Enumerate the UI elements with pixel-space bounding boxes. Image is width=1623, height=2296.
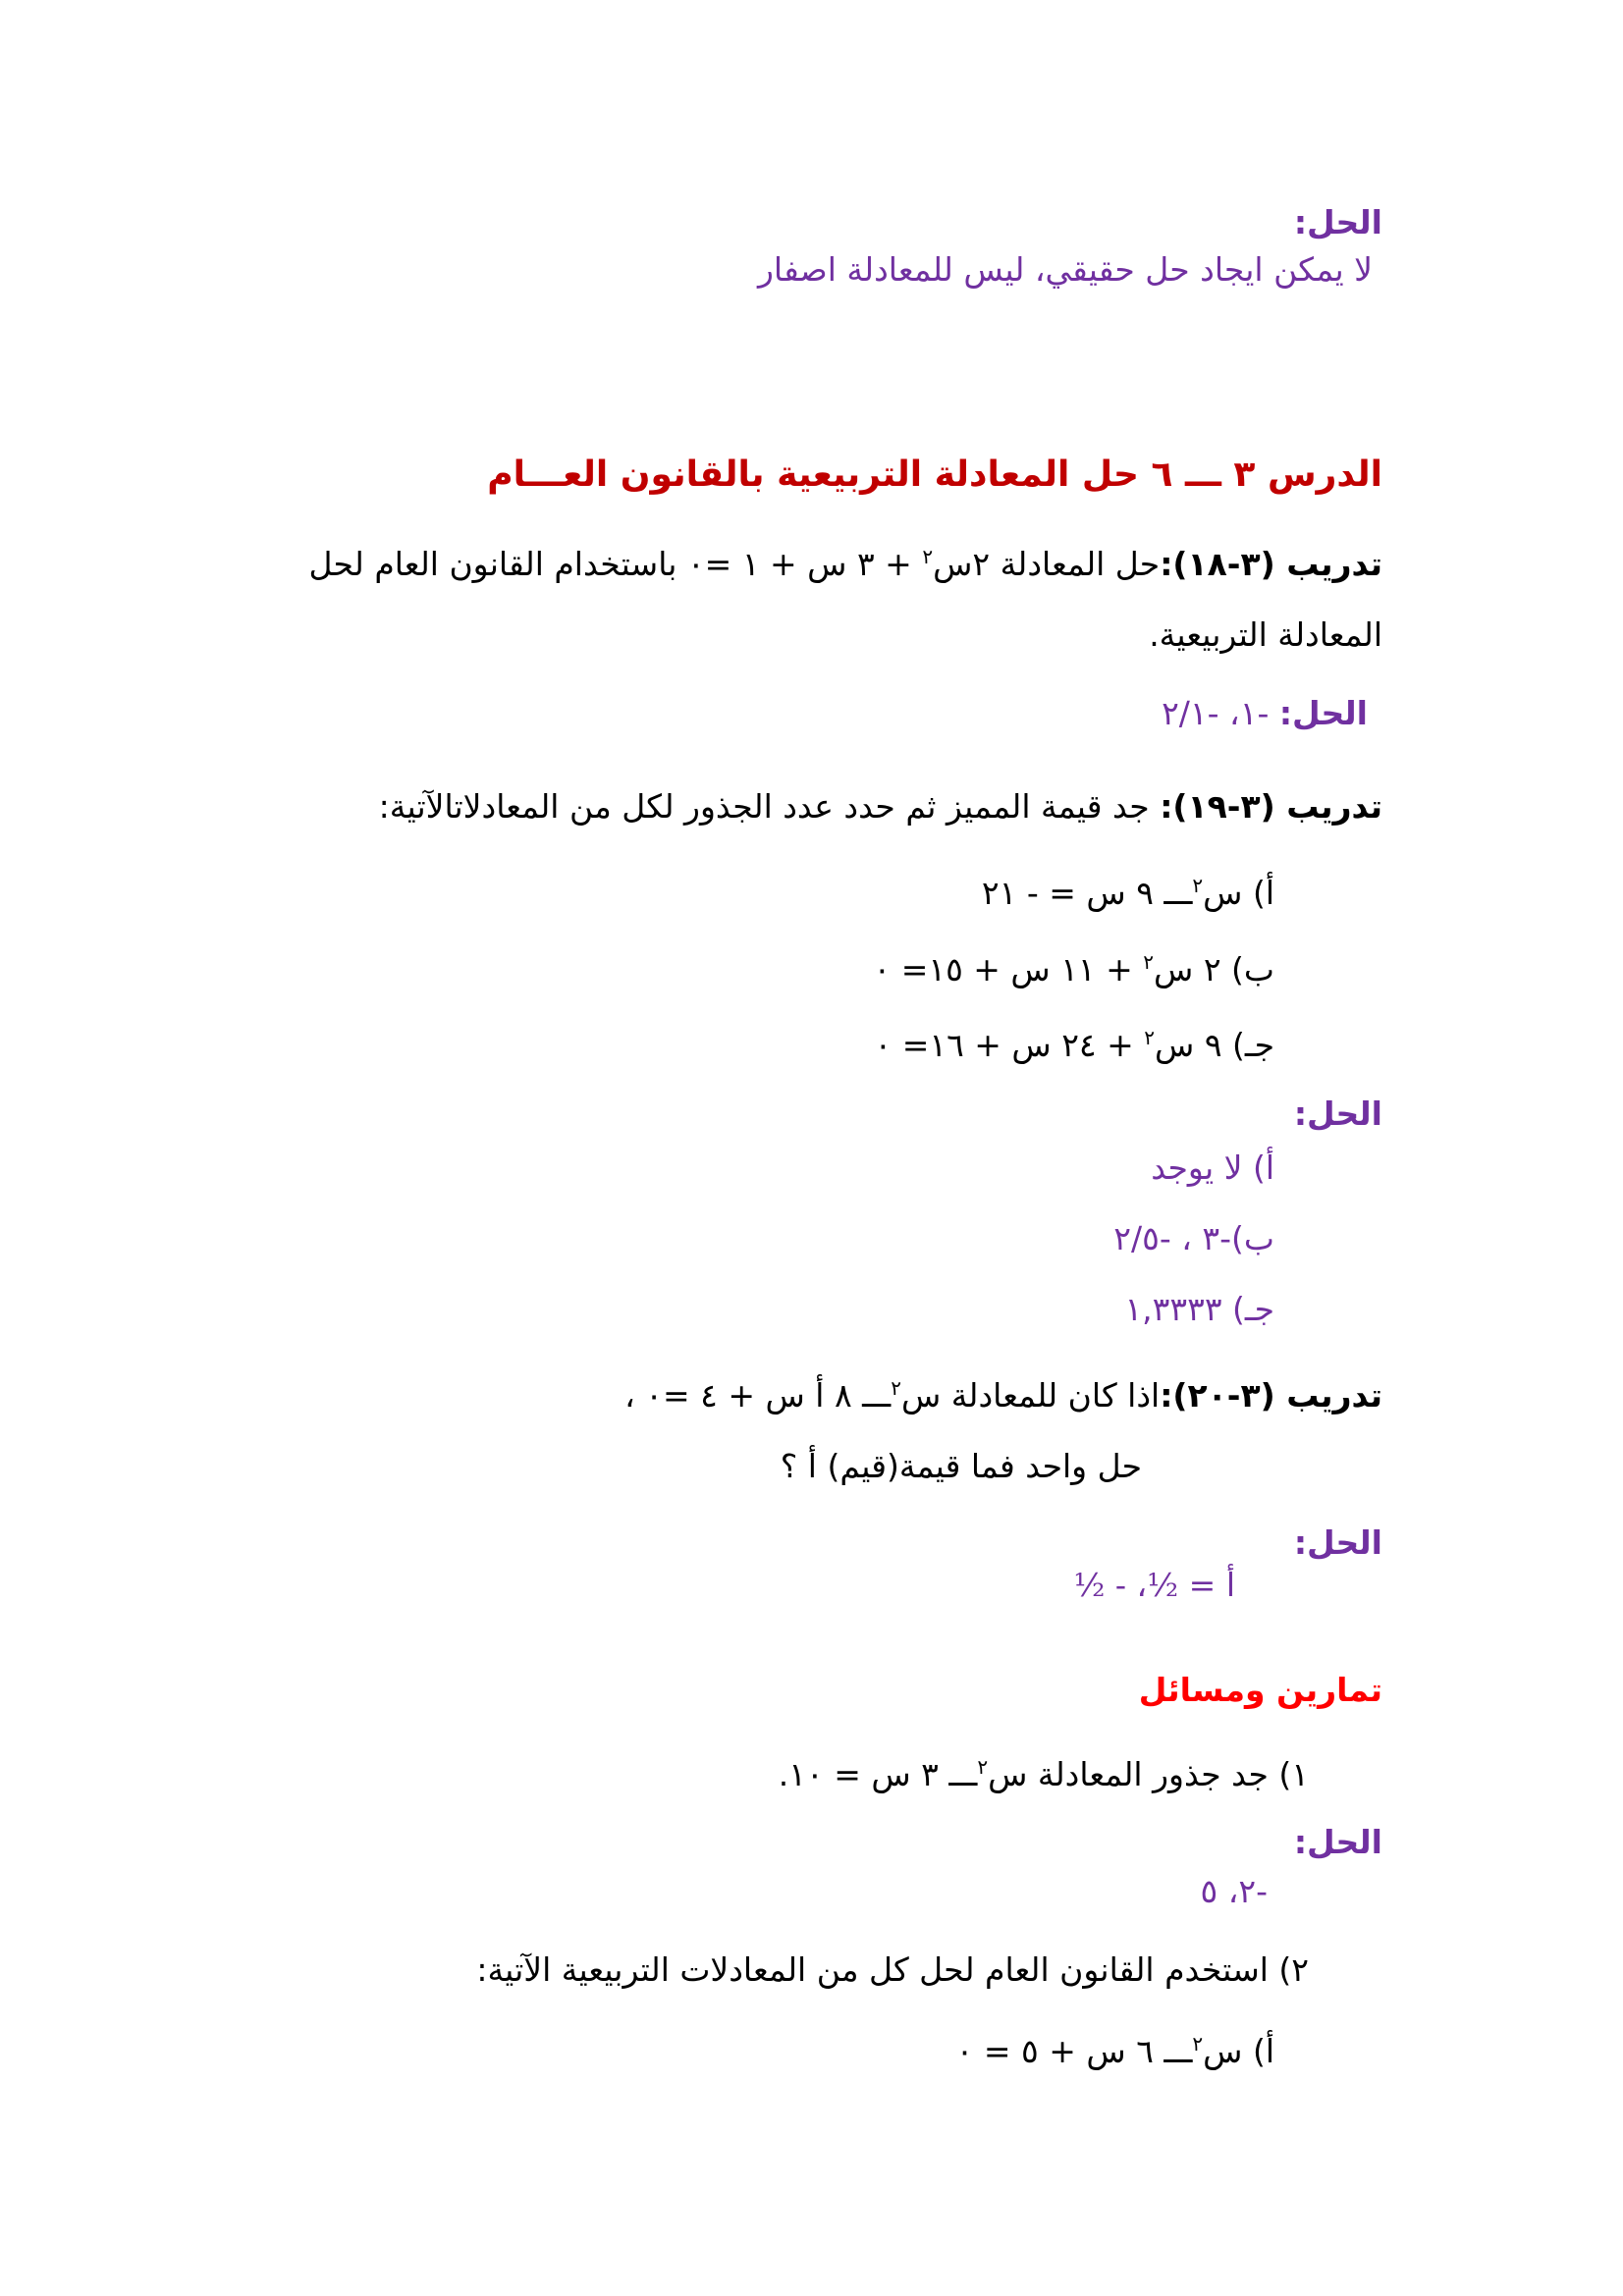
exercise-20-exponent: ٢ xyxy=(891,1376,901,1400)
exercise-19-item-c-exponent: ٢ xyxy=(1144,1026,1156,1049)
exercise-19-item-a xyxy=(982,864,1274,915)
solution-text: لا يمكن ايجاد حل حقيقي، ليس للمعادلة اصفار xyxy=(758,250,1373,289)
exercise-q1-exponent: ٢ xyxy=(977,1755,989,1779)
exercise-20-statement-line2: حل واحد فما قيمة(قيم) أ ؟ xyxy=(780,1447,1142,1485)
exercise-q2-item-a-prefix: أ) س xyxy=(1203,2032,1274,2070)
exercise-20-solution-value: أ = ½، - ½ xyxy=(1073,1566,1235,1604)
exercise-20-text-b: ـــ ٨ أ س + ٤ =٠ ، xyxy=(624,1376,892,1415)
exercise-19-item-a-prefix: أ) س xyxy=(1203,874,1274,912)
exercise-20-text-a: اذا كان للمعادلة س xyxy=(900,1376,1161,1415)
exercise-18-solution-label: الحل: xyxy=(1278,694,1368,732)
exercise-19-solution-c: جـ) ١,٣٣٣٣ xyxy=(1124,1290,1274,1328)
exercise-18-solution xyxy=(1162,692,1368,735)
exercise-20-statement xyxy=(624,1366,1382,1417)
exercise-q2: ٢) استخدم القانون العام لحل كل من المعادلات التربيعية الآتية: xyxy=(476,1950,1309,1989)
exercise-q2-item-a-rest: ـــ ٦ س + ٥ = ٠ xyxy=(955,2032,1193,2070)
exercise-18-label: تدريب (٣-١٨): xyxy=(1160,545,1382,583)
exercise-19-item-a-rest: ـــ ٩ س = - ٢١ xyxy=(981,874,1193,912)
exercise-19-item-a-exponent: ٢ xyxy=(1192,874,1204,897)
exercise-19-item-c-rest: + ٢٤ س + ١٦= ٠ xyxy=(874,1026,1145,1064)
exercise-19-solution-b: ب)-٣ ، -٢/٥ xyxy=(1113,1219,1274,1257)
exercise-19-label: تدريب (٣-١٩): xyxy=(1160,787,1382,826)
exercise-19-item-c-prefix: جـ) ٩ س xyxy=(1155,1026,1274,1064)
exercise-18-statement-line2: المعادلة التربيعية. xyxy=(1149,615,1382,654)
exercise-20-label: تدريب (٣-٢٠): xyxy=(1160,1376,1382,1415)
lesson-title: الدرس ٣ ـــ ٦ حل المعادلة التربيعية بالقانون العـــام xyxy=(487,454,1382,495)
exercise-18-text-a: حل المعادلة ٢س xyxy=(933,545,1161,583)
exercise-q1-solution-value: -٢، ٥ xyxy=(1200,1872,1268,1910)
exercises-title: تمارين ومسائل xyxy=(1138,1671,1382,1709)
exercise-19-item-b xyxy=(873,940,1274,991)
solution-label: الحل: xyxy=(1293,203,1382,241)
exercise-19-text: جد قيمة المميز ثم حدد عدد الجذور لكل من المعادلاتالآتية: xyxy=(378,787,1161,826)
exercise-19-item-b-rest: + ١١ س + ١٥= ٠ xyxy=(873,950,1144,988)
exercise-19-statement xyxy=(379,785,1382,828)
exercise-q1-solution-label: الحل: xyxy=(1293,1823,1382,1861)
exercise-19-item-b-prefix: ب) ٢ س xyxy=(1154,950,1274,988)
exercise-19-solution-a: أ) لا يوجد xyxy=(1151,1148,1274,1187)
exercise-q2-item-a xyxy=(956,2022,1274,2073)
exercise-18-exponent: ٢ xyxy=(922,545,934,568)
exercise-20-solution-label: الحل: xyxy=(1293,1523,1382,1562)
exercise-18-statement xyxy=(308,535,1382,586)
exercise-19-solution-label: الحل: xyxy=(1293,1095,1382,1133)
exercise-q1 xyxy=(779,1745,1309,1796)
exercise-18-text-b: + ٣ س + ١ =٠ باستخدام القانون العام لحل xyxy=(308,545,923,583)
exercise-q1-rest: ـــ ٣ س = ١٠. xyxy=(778,1755,978,1793)
exercise-18-solution-value: -١، -٢/١ xyxy=(1162,694,1279,732)
exercise-q2-item-a-exponent: ٢ xyxy=(1192,2032,1204,2056)
exercise-q1-prefix: ١) جد جذور المعادلة س xyxy=(988,1755,1309,1793)
exercise-19-item-c xyxy=(874,1016,1274,1067)
exercise-19-item-b-exponent: ٢ xyxy=(1143,950,1155,974)
